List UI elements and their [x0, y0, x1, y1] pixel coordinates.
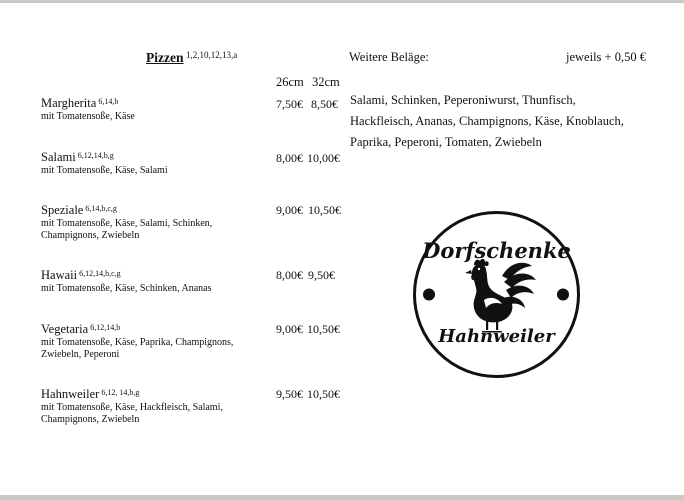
size-header-32: 32cm: [312, 75, 340, 89]
price-32: 8,50€: [311, 97, 338, 111]
price-26: 8,00€: [276, 151, 303, 165]
pizza-description: mit Tomatensoße, Käse, Schinken, Ananas: [41, 283, 212, 294]
price-32: 10,50€: [307, 322, 340, 336]
pizza-allergens: 6,14,b: [98, 97, 119, 106]
pizza-description: mit Tomatensoße, Käse, Salami, Schinken, Champignons, Zwiebeln: [41, 218, 213, 241]
pizza-item: [41, 268, 266, 295]
price-26: 9,00€: [276, 322, 303, 336]
pizza-name-line: [41, 203, 266, 218]
extras-line: Paprika, Peperoni, Tomaten, Zwiebeln: [350, 135, 542, 149]
price-26: 8,00€: [276, 268, 303, 282]
logo-text-top: Dorfschenke: [422, 238, 571, 263]
price-26: 9,00€: [276, 203, 303, 217]
pizza-name: Salami: [41, 150, 76, 164]
pizza-name: Speziale: [41, 203, 84, 217]
pizza-name: Vegetaria: [41, 322, 89, 336]
pizza-description: mit Tomatensoße, Käse, Salami: [41, 165, 168, 176]
pizza-name-line: [41, 96, 266, 111]
pizza-allergens: 6,12,14,b,c,g: [79, 269, 121, 278]
pizza-allergens: 6,12,14,b: [90, 323, 121, 332]
pizza-name-line: [41, 150, 266, 165]
price-26: 9,50€: [276, 387, 303, 401]
pizza-name: Hawaii: [41, 268, 78, 282]
pizza-name: Hahnweiler: [41, 387, 100, 401]
bottom-border: [0, 495, 684, 500]
extras-line: Hackfleisch, Ananas, Champignons, Käse, Knoblauch,: [350, 114, 624, 128]
menu-title: Pizzen: [146, 50, 184, 65]
price-32: 10,50€: [308, 203, 341, 217]
pizza-item: [41, 203, 266, 242]
pizza-name-line: [41, 268, 266, 283]
logo-dot-left: [423, 289, 435, 301]
extras-line: Salami, Schinken, Peperoniwurst, Thunfisch,: [350, 93, 576, 107]
pizza-name-line: [41, 387, 266, 402]
pizza-description: mit Tomatensoße, Käse: [41, 111, 135, 122]
extras-label: Weitere Beläge:: [349, 50, 429, 64]
pizza-description: mit Tomatensoße, Käse, Paprika, Champignons, Zwiebeln, Peperoni: [41, 337, 234, 360]
restaurant-logo: [412, 210, 581, 379]
pizza-item: [41, 96, 266, 123]
logo-dot-right: [557, 289, 569, 301]
pizza-item: [41, 322, 266, 361]
pizza-item: [41, 387, 266, 426]
logo-emblem: [412, 210, 581, 379]
rooster-eye: [478, 268, 480, 270]
pizza-allergens: 6,12,14,b,g: [77, 151, 114, 160]
pizza-description: mit Tomatensoße, Käse, Hackfleisch, Salami, Champignons, Zwiebeln: [41, 402, 223, 425]
extras-price: jeweils + 0,50 €: [566, 50, 646, 64]
price-32: 9,50€: [308, 268, 335, 282]
pizza-item: [41, 150, 266, 177]
logo-text-bottom: Hahnweiler: [438, 326, 555, 347]
price-26: 7,50€: [276, 97, 303, 111]
pizza-name-line: [41, 322, 266, 337]
price-32: 10,50€: [307, 387, 340, 401]
pizza-allergens: 6,12, 14,b,g: [101, 388, 140, 397]
size-header-26: 26cm: [276, 75, 304, 89]
pizza-name: Margherita: [41, 96, 97, 110]
top-border: [0, 0, 684, 3]
menu-title-allergens: 1,2,10,12,13,a: [186, 50, 238, 60]
pizza-allergens: 6,14,b,c,g: [85, 204, 117, 213]
price-32: 10,00€: [307, 151, 340, 165]
